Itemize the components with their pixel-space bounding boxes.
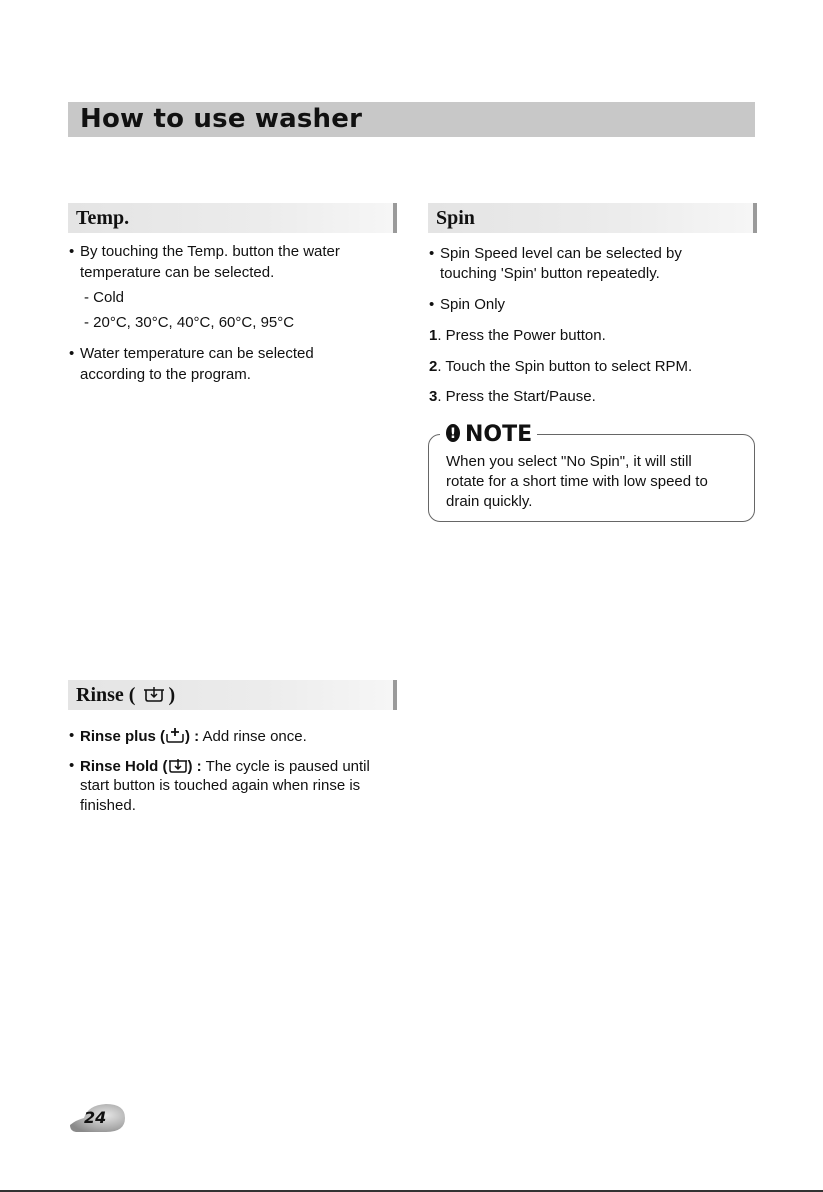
spin-section-heading: [428, 203, 757, 233]
temp-section-heading: [68, 203, 397, 233]
rinse-plus-text: Add rinse once.: [202, 728, 307, 745]
svg-text:!: !: [449, 426, 457, 442]
spin-step-1-text: . Press the Power button.: [437, 327, 606, 344]
alert-icon: [445, 423, 461, 443]
rinse-heading-prefix: Rinse (: [76, 684, 136, 706]
temp-heading-label: Temp.: [76, 207, 130, 229]
temp-bullet-1-line-2: temperature can be selected.: [80, 264, 275, 281]
note-line-3: drain quickly.: [446, 493, 533, 510]
spin-bullet-1-line-1: • Spin Speed level can be selected by: [440, 244, 682, 264]
spin-step-2-num: 2: [429, 358, 438, 375]
temp-option-degrees: - 20°C, 30°C, 40°C, 60°C, 95°C: [84, 314, 295, 331]
spin-step-3-num: 3: [429, 388, 438, 405]
page-number: 24: [84, 1108, 107, 1127]
spin-step-3: [429, 387, 596, 407]
rinse-plus-label-end: ) :: [185, 728, 200, 745]
spin-step-2: [429, 357, 692, 377]
rinse-hold-text: The cycle is paused until: [205, 758, 370, 775]
temp-bullet-1-line-1: • By touching the Temp. button the water: [80, 242, 340, 262]
temp-option-cold: - Cold: [84, 289, 125, 306]
spin-step-2-text: . Touch the Spin button to select RPM.: [437, 358, 693, 375]
note-title-text: NOTE: [465, 422, 533, 447]
temp-bullet-2-line-1: • Water temperature can be selected: [80, 344, 314, 364]
rinse-hold-icon: [168, 756, 188, 774]
temp-bullet-2-line-2: according to the program.: [80, 366, 251, 383]
note-line-1: When you select "No Spin", it will still: [446, 453, 692, 470]
rinse-hold-label: Rinse Hold (: [80, 758, 168, 775]
rinse-heading-suffix: ): [168, 684, 176, 706]
rinse-hold-item: [80, 756, 370, 777]
rinse-hold-line-2: start button is touched again when rinse is: [80, 777, 361, 794]
rinse-section-heading: [68, 680, 397, 710]
rinse-plus-item: [80, 726, 307, 747]
page-number-badge: [70, 1103, 126, 1133]
rinse-hold-line-3: finished.: [80, 797, 136, 814]
spin-step-3-text: . Press the Start/Pause.: [437, 388, 596, 405]
rinse-plus-label: Rinse plus (: [80, 728, 166, 745]
rinse-basin-icon: [143, 684, 165, 704]
rinse-plus-icon: [165, 726, 185, 744]
spin-step-1-num: 1: [429, 327, 438, 344]
spin-heading-label: Spin: [436, 207, 475, 229]
spin-bullet-2: • Spin Only: [440, 295, 505, 315]
page-header-band: [68, 102, 755, 137]
spin-bullet-1-line-2: touching 'Spin' button repeatedly.: [440, 265, 660, 282]
page-title: How to use washer: [80, 104, 363, 134]
rinse-hold-label-end: ) :: [187, 758, 202, 775]
spin-step-1: [429, 326, 606, 346]
note-title: [440, 421, 537, 449]
rinse-heading-label: [76, 680, 175, 710]
note-line-2: rotate for a short time with low speed to: [446, 473, 708, 490]
